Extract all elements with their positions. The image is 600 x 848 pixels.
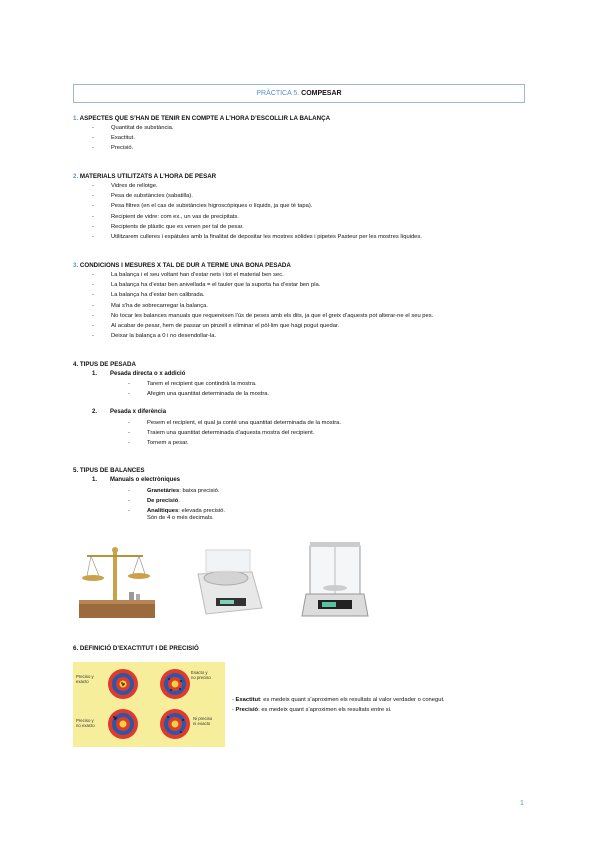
target-accurate-not-precise xyxy=(160,669,190,699)
definitions xyxy=(232,695,445,716)
target-label: ni exacto xyxy=(193,721,211,726)
target-precise-not-accurate xyxy=(108,709,138,739)
list-item: - Pesem el recipient, el qual ja conté una quantitat determinada de la mostra. xyxy=(128,418,341,428)
title-main: COMPESAR xyxy=(301,90,342,97)
section-4-heading: 4. TIPUS DE PESADA xyxy=(73,361,136,368)
list-item: - Analítiques: elevada precisió. xyxy=(128,506,225,516)
list-item: - De precisió. xyxy=(128,496,225,506)
list-item: - Granetàries: baixa precisió. xyxy=(128,486,225,496)
section-1-list xyxy=(92,123,174,154)
accuracy-precision-targets-image xyxy=(73,662,225,747)
target-label: exacto xyxy=(76,679,89,684)
title-prefix: PRÀCTICA 5. xyxy=(256,90,300,97)
section-1-heading: 1. ASPECTES QUE S’HAN DE TENIR EN COMPTE A L’HORA D’ESCOLLIR LA BALANÇA xyxy=(73,115,331,122)
list-item: - Exactitut. xyxy=(92,133,174,143)
target-label: Exacto y xyxy=(191,670,208,675)
section-3-list xyxy=(92,270,433,341)
list-item: - Al acabar de pesar, hem de passar un pinzell x eliminar el pòl·lim que hagi pogut quedar. xyxy=(92,321,433,331)
target-neither xyxy=(160,709,190,739)
section-6-heading: 6. DEFINICIÓ D’EXACTITUT I DE PRECISIÓ xyxy=(73,645,199,652)
target-label: no exacto xyxy=(76,723,95,728)
target-label: Preciso y xyxy=(76,718,94,723)
section-2-list xyxy=(92,181,422,242)
list-item: - Quantitat de substància. xyxy=(92,123,174,133)
list-item: - Mai s’ha de sobrecarregar la balança. xyxy=(92,301,433,311)
list-item: - No tocar les balances manuals que requereixen l’ús de peses amb els dits, ja que el greix d’aquests pot alterar-ne el seu pes. xyxy=(92,311,433,321)
manual-balance-image xyxy=(73,540,159,620)
definition-accuracy: - Exactitut: es medeix quant s’aproximen els resultats al valor verdader o conegut. xyxy=(232,697,445,703)
section-2-heading: 2. MATERIALS UTILITZATS A L’HORA DE PESAR xyxy=(73,173,217,180)
list-item: - Traiem una quantitat determinada d’aquesta mostra del recipient. xyxy=(128,428,341,438)
target-label: no preciso xyxy=(191,675,211,680)
list-item: - Precisió. xyxy=(92,143,174,153)
list-item: - La balança ha d’estar ben anivellada = el tauler que la suporta ha d’estar ben pla. xyxy=(92,280,433,290)
list-item: - La balança i el seu voltant han d’estar nets i tot el material ben sec. xyxy=(92,270,433,280)
subsection-difference-weighing: 2. Pesada x diferència xyxy=(92,409,167,415)
list-item: - Deixar la balança a 0 i no desendollar-la. xyxy=(92,331,433,341)
section-3-heading: 3. CONDICIONS I MESURES X TAL DE DUR A TERME UNA BONA PESADA xyxy=(73,262,291,269)
list-item: - Afegim una quantitat determinada de la mostra. xyxy=(128,389,269,399)
decimals-note: Són de 4 o més decimals. xyxy=(147,515,214,521)
list-item: - Pesa de substàncies (sabatilla). xyxy=(92,191,422,201)
target-label: Preciso y xyxy=(76,674,94,679)
subsection-manual-electronic: 1. Manuals o electròniques xyxy=(92,477,181,483)
page-number: 1 xyxy=(520,800,524,807)
analytical-balance-image xyxy=(300,540,370,622)
title-box xyxy=(73,84,525,103)
subsection-1-list xyxy=(128,379,269,399)
list-item: - Vidres de rellotge. xyxy=(92,181,422,191)
subsection-direct-weighing: 1. Pesada directa o x addició xyxy=(92,371,186,377)
precision-balance-image xyxy=(188,542,268,622)
section-5-heading: 5. TIPUS DE BALANCES xyxy=(73,467,145,474)
list-item: - Tarem el recipient que contindrà la mostra. xyxy=(128,379,269,389)
target-precise-accurate xyxy=(108,669,138,699)
list-item: - Recipient de vidre: com ex., un vas de precipitats. xyxy=(92,212,422,222)
list-item: - Recipients de plàstic que es venen per tal de pesar. xyxy=(92,222,422,232)
list-item: - Tornem a pesar. xyxy=(128,438,341,448)
list-item: - Pesa filtres (en el cas de substàncies higroscòpiques o líquids, ja que té tapa). xyxy=(92,201,422,211)
list-item: - La balança ha d’estar ben calibrada. xyxy=(92,290,433,300)
subsection-2-list xyxy=(128,418,341,449)
list-item: - Utilitzarem culleres i espàtules amb la finalitat de depositar les mostres sòlides i pipetes Pasteur per les mostres líquides. xyxy=(92,232,422,242)
target-label: Ni preciso xyxy=(193,716,213,721)
definition-precision: - Precisió: es medeix quant s’aproximen els resultats entre si. xyxy=(232,707,392,714)
